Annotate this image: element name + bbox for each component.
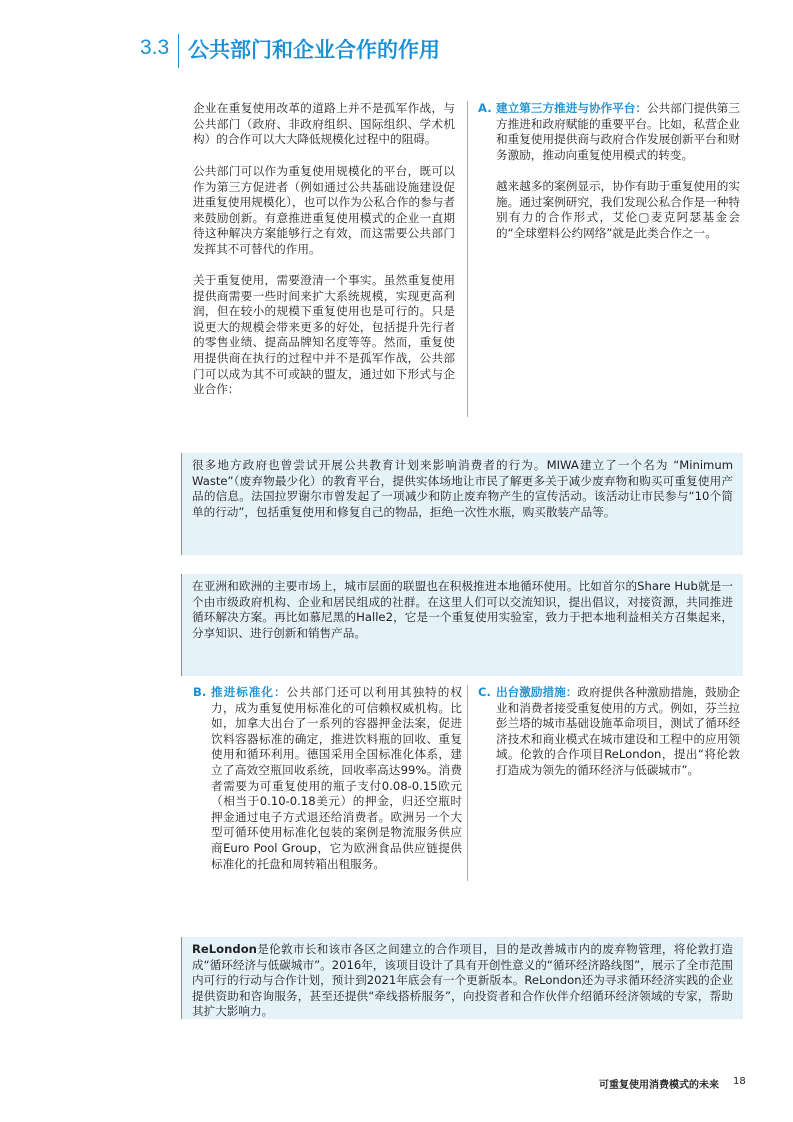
callout-box-text: 在亚洲和欧洲的主要市场上，城市层面的联盟也在积极推进本地循环使用。比如首尔的Share Hub就是一个由市级政府机构、企业和居民组成的社群。在这里人们可以交流知识，提出倡议，对接资源，共同推进循环解决方案。再比如慕尼黑的Halle2，它是一个重复使用实验室，致力于把本地利益相关方召集起来，分享知识、进行创新和销售产品。: [192, 579, 733, 640]
item-a: [478, 101, 740, 163]
item-a-text: 公共部门提供第三方推进和政府赋能的重要平台。比如，私营企业和重复使用提供商与政府合作发展创新平台和财务激励，推动向重复使用模式的转变。: [496, 101, 740, 162]
column-divider-top: [467, 101, 468, 417]
page-number: 18: [733, 1076, 746, 1087]
section-title: 公共部门和企业合作的作用: [188, 38, 440, 62]
intro-paragraph-2: 公共部门可以作为重复使用规模化的平台，既可以作为第三方促进者（例如通过公共基础设施建设促进重复使用规模化），也可以作为公私合作的参与者来鼓励创新。有意推进重复使用模式的企业一直期待这种解决方案能够行之有效，而这需要公共部门发挥其不可替代的作用。: [193, 164, 455, 256]
item-c-heading: 出台激励措施：: [496, 685, 578, 699]
callout-box-alliances: [181, 574, 743, 676]
footer-title: 可重复使用消费模式的未来: [599, 1080, 719, 1091]
item-c-text: 政府提供各种激励措施，鼓励企业和消费者接受重复使用的方式。例如，芬兰拉彭兰塔的城市基础设施革命项目，测试了循环经济技术和商业模式在城市建设和工程中的应用领域。伦敦的合作项目ReLondon，提出“将伦敦打造成为领先的循环经济与低碳城市”。: [496, 685, 740, 777]
callout-box-rule: [181, 453, 182, 555]
item-c-letter: C.: [478, 685, 491, 699]
item-a-heading: 建立第三方推进与协作平台：: [496, 101, 648, 115]
intro-paragraph-3: 关于重复使用，需要澄清一个事实。虽然重复使用提供商需要一些时间来扩大系统规模，实现更高利润，但在较小的规模下重复使用也是可行的。只是说更大的规模会带来更多的好处，包括提升先行者的零售业绩、提高品牌知名度等等。然而，重复使用提供商在执行的过程中并不是孤军作战，公共部门可以成为其不可或缺的盟友，通过如下形式与企业合作：: [193, 273, 455, 397]
column-divider-bottom: [467, 685, 468, 881]
item-b-text: 公共部门还可以利用其独特的权力，成为重复使用标准化的可信赖权威机构。比如，加拿大出台了一系列的容器押金法案，促进饮料容器标准的确定，推进饮料瓶的回收、重复使用和循环利用。德国采用全国标准化体系，建立了高效空瓶回收系统，回收率高达99%。消费者需要为可重复使用的瓶子支付0.08-0.15欧元（相当于0.10-0.18美元）的押金，归还空瓶时押金通过电子方式退还给消费者。欧洲另一个大型可循环使用标准化包装的案例是物流服务供应商Euro Pool Group，它为欧洲食品供应链提供标准化的托盘和周转箱出租服务。: [211, 685, 462, 871]
section-number: 3.3: [140, 36, 170, 59]
item-a-paragraph-2: 越来越多的案例显示，协作有助于重复使用的实施。通过案例研究，我们发现公私合作是一种特别有力的合作形式，艾伦▢麦克阿瑟基金会的“全球塑料公约网络”就是此类合作之一。: [496, 179, 740, 240]
callout-box-education: [181, 453, 743, 555]
callout-box-rule: [181, 937, 182, 1019]
relondon-name: ReLondon: [192, 942, 257, 956]
callout-box-rule: [181, 574, 182, 676]
item-a-letter: A.: [478, 101, 492, 115]
item-b-letter: B.: [193, 685, 207, 699]
callout-box-relondon: [181, 937, 743, 1019]
item-b-heading: 推进标准化：: [211, 685, 287, 699]
item-b: [193, 685, 462, 872]
section-divider: [178, 34, 179, 68]
callout-box-text: [192, 942, 733, 1020]
callout-box-text: 很多地方政府也曾尝试开展公共教育计划来影响消费者的行为。MIWA建立了一个名为 “Minimum Waste”（废弃物最少化）的教育平台，提供实体场地让市民了解更多关于减少废弃物和购买可重复使用产品的信息。法国拉罗谢尔市曾发起了一项减少和防止废弃物产生的宣传活动。该活动让市民参与“10个简单的行动”，包括重复使用和修复自己的物品，拒绝一次性水瓶，购买散装产品等。: [192, 458, 733, 519]
intro-paragraph-1: 企业在重复使用改革的道路上并不是孤军作战，与公共部门（政府、非政府组织、国际组织、学术机构）的合作可以大大降低规模化过程中的阻碍。: [193, 101, 455, 147]
relondon-text: 是伦敦市长和该市各区之间建立的合作项目，目的是改善城市内的废弃物管理，将伦敦打造成“循环经济与低碳城市”。2016年，该项目设计了具有开创性意义的“循环经济路线图”，展示了全市范围内可行的行动与合作计划，预计到2021年底会有一个更新版本。ReLondon还为寻求循环经济实践的企业提供资助和咨询服务，甚至还提供“牵线搭桥服务”，向投资者和合作伙伴介绍循环经济领域的专家，帮助其扩大影响力。: [192, 942, 733, 1019]
item-c: [478, 685, 740, 779]
